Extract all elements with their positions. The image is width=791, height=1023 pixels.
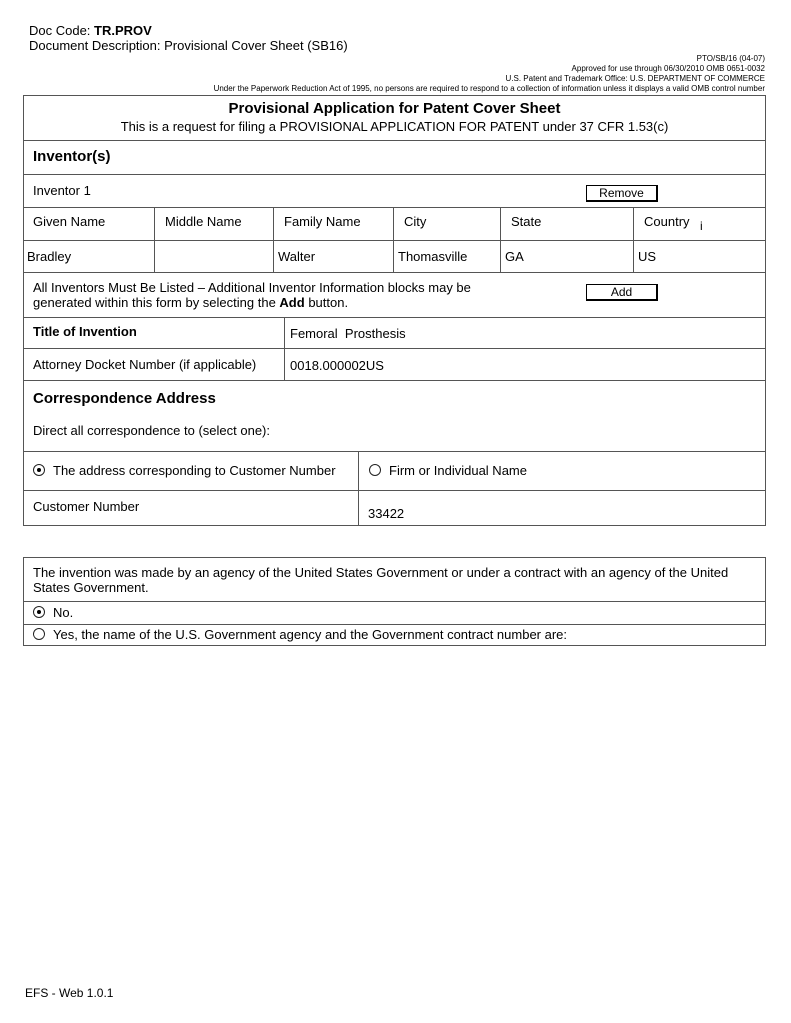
inventor-city[interactable]: Thomasville — [398, 249, 468, 264]
inventor-state[interactable]: GA — [505, 249, 524, 264]
inventor-given-name[interactable]: Bradley — [27, 249, 72, 264]
remove-inventor-button[interactable]: Remove — [586, 185, 658, 202]
correspondence-section-title: Correspondence Address — [33, 390, 216, 407]
option-customer-number-label: The address corresponding to Customer Number — [53, 463, 336, 478]
radio-firm-name[interactable] — [369, 464, 381, 476]
inventors-note — [33, 280, 573, 310]
column-city: City — [404, 214, 427, 229]
attorney-docket-value[interactable]: 0018.000002US — [290, 358, 384, 373]
note-line-2a: generated within this form by selecting the — [33, 295, 280, 310]
government-statement: The invention was made by an agency of the United States Government or under a contract with an agency of the United States Government. — [33, 565, 729, 595]
doc-code-label: Doc Code: — [29, 23, 91, 38]
doc-code-line — [29, 23, 152, 38]
column-given-name: Given Name — [33, 214, 106, 229]
inventor-country[interactable]: US — [638, 249, 657, 264]
column-middle-name: Middle Name — [165, 214, 242, 229]
doc-description-label: Document Description: — [29, 38, 161, 53]
inventor-label: Inventor 1 — [33, 183, 91, 198]
paperwork-text: Under the Paperwork Reduction Act of 1995, no persons are required to respond to a collection of information unless it displays a valid OMB control number — [213, 84, 765, 93]
efs-version: EFS - Web 1.0.1 — [25, 986, 114, 1000]
main-form — [23, 95, 766, 526]
form-title: Provisional Application for Patent Cover Sheet — [228, 100, 561, 117]
column-country: Country — [644, 214, 690, 229]
inventor-family-name[interactable]: Walter — [278, 249, 316, 264]
title-of-invention-value[interactable]: Femoral Prosthesis — [290, 326, 406, 341]
correspondence-instruction: Direct all correspondence to (select one): — [33, 423, 271, 438]
note-line-1: All Inventors Must Be Listed – Additional Inventor Information blocks may be — [33, 280, 471, 295]
attorney-docket-label: Attorney Docket Number (if applicable) — [33, 357, 257, 372]
inventors-section-title: Inventor(s) — [33, 148, 111, 165]
note-add-word: Add — [279, 295, 305, 310]
approved-text: Approved for use through 06/30/2010 OMB 0651-0032 — [571, 64, 765, 73]
info-icon[interactable]: i — [700, 219, 703, 233]
form-number: PTO/SB/16 (04-07) — [696, 54, 765, 63]
form-subtitle: This is a request for filing a PROVISIONAL APPLICATION FOR PATENT under 37 CFR 1.53(c) — [120, 119, 669, 134]
government-yes-label: Yes, the name of the U.S. Government agency and the Government contract number are: — [53, 627, 568, 642]
customer-number-value[interactable]: 33422 — [368, 506, 405, 521]
government-no-label: No. — [53, 605, 74, 620]
radio-customer-number[interactable] — [33, 464, 45, 476]
doc-description-line — [29, 38, 348, 53]
option-firm-name-label: Firm or Individual Name — [389, 463, 527, 478]
customer-number-label: Customer Number — [33, 499, 140, 514]
radio-government-yes[interactable] — [33, 628, 45, 640]
doc-description: Provisional Cover Sheet (SB16) — [164, 38, 348, 53]
column-state: State — [511, 214, 542, 229]
note-line-2b: button. — [304, 295, 349, 310]
title-of-invention-label: Title of Invention — [33, 324, 137, 339]
add-inventor-button[interactable]: Add — [586, 284, 658, 301]
doc-code: TR.PROV — [94, 23, 152, 38]
office-text: U.S. Patent and Trademark Office: U.S. DEPARTMENT OF COMMERCE — [505, 74, 765, 83]
column-family-name: Family Name — [284, 214, 361, 229]
radio-government-no[interactable] — [33, 606, 45, 618]
